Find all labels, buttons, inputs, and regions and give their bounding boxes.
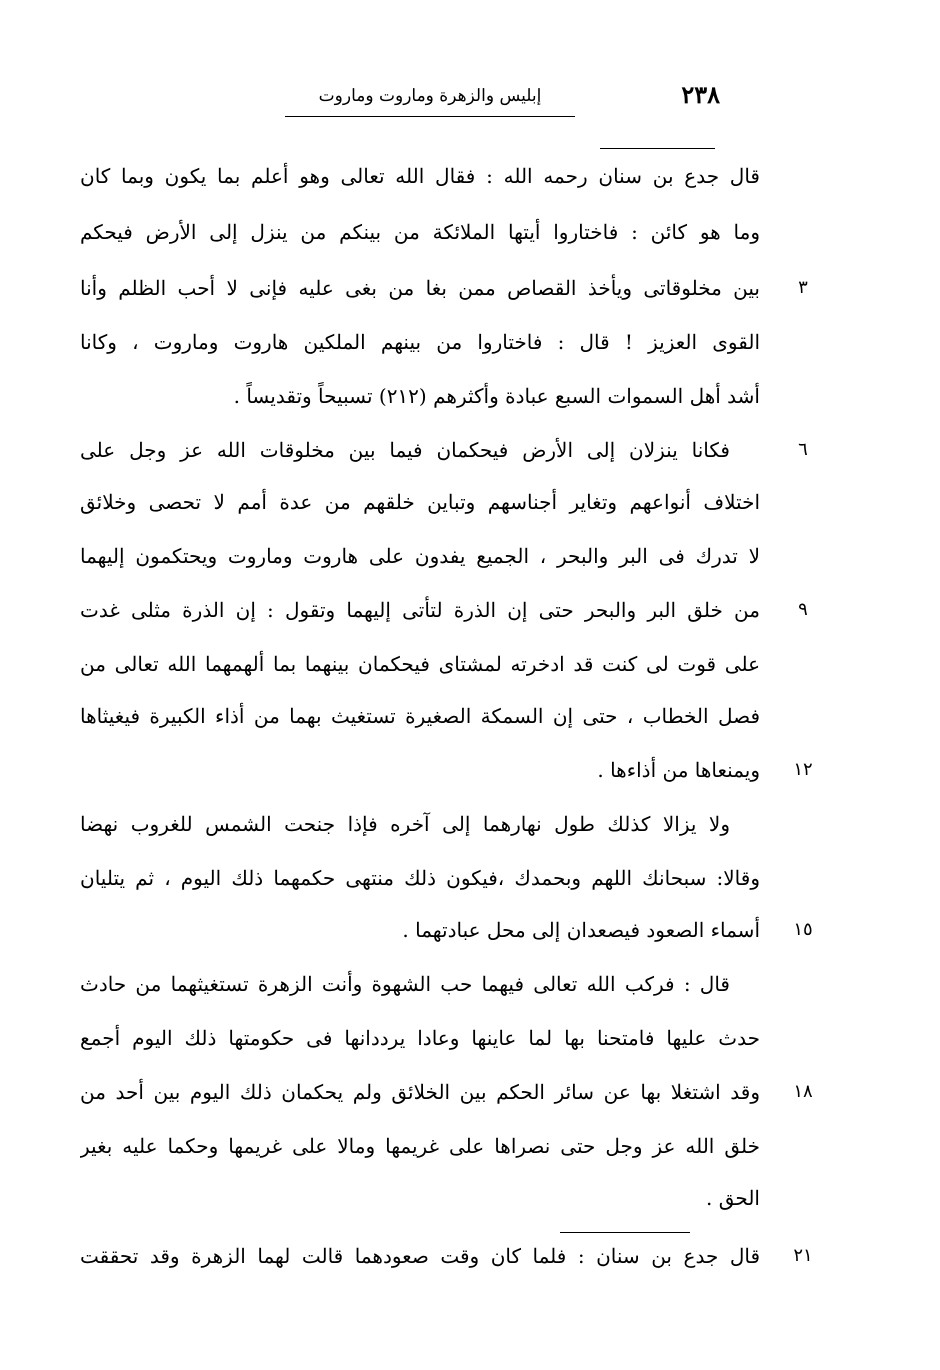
line-number: ١٢ [793,759,813,780]
text-line: فكانا ينزلان إلى الأرض فيحكمان فيما بين مخلوقات الله عز وجل على [80,438,730,462]
page-header [280,80,720,120]
header-rule [285,116,575,117]
text-line: وقد اشتغلا بها عن سائر الحكم بين الخلائق ولم يحكمان ذلك اليوم بين أحد من [80,1080,760,1104]
line-number: ١٨ [793,1081,813,1102]
text-line: قال : فركب الله تعالى فيهما حب الشهوة وأنت الزهرة تستغيثهما من حادث [80,972,730,996]
text-line: وقالا: سبحانك اللهم وبحمدك ،فيكون ذلك منتهى حكمهما ذلك اليوم ، ثم يتليان [80,866,760,890]
text-line: بين مخلوقاتى ويأخذ القصاص ممن بغا من بغى عليه فإنى لا أحب الظلم وأنا [80,276,760,300]
text-line: القوى العزيز ! قال : فاختاروا من بينهم الملكين هاروت وماروت ، وكانا [80,330,760,354]
page-number: ٢٣٨ [681,80,720,109]
text-line: حدث عليها فامتحنا بها لما عاينها وعادا يرددانها فى حكومتها ذلك اليوم أجمع [80,1026,760,1050]
text-line: ولا يزالا كذلك طول نهارهما إلى آخره فإذا جنحت الشمس للغروب نهضا [80,812,730,836]
text-line: قال جدع بن سنان : فلما كان وقت صعودهما قالت لهما الزهرة وقد تحققت [80,1244,760,1268]
source-underline [600,148,715,149]
text-line: وما هو كائن : فاختاروا أيتها الملائكة من بينكم من ينزل إلى الأرض فيحكم [80,220,760,244]
text-line: ويمنعاها من أذاءها . [597,758,760,782]
line-number: ٩ [798,599,808,620]
text-line: فصل الخطاب ، حتى إن السمكة الصغيرة تستغيث بهما من أذاء الكبيرة فيغيثاها [80,704,760,728]
line-number: ١٥ [793,919,813,940]
line-number: ٦ [798,439,808,460]
text-line: أشد أهل السموات السبع عبادة وأكثرهم (٢١٢) تسبيحاً وتقديساً . [233,384,760,408]
source-underline [560,1232,690,1233]
text-line: قال جدع بن سنان رحمه الله : فقال الله تعالى وهو أعلم بما يكون وبما كان [80,164,760,188]
text-line: اختلاف أنواعهم وتغاير أجناسهم وتباين خلقهم من عدة أمم لا تحصى وخلائق [80,490,760,514]
text-line: خلق الله عز وجل حتى نصراها على غريمها ومالا على غريمها وحكما عليه بغير [80,1134,760,1158]
line-number: ٣ [798,277,808,298]
text-line: أسماء الصعود فيصعدان إلى محل عبادتهما . [402,918,760,942]
text-line: الحق . [706,1186,760,1210]
text-line: من خلق البر والبحر حتى إن الذرة لتأتى إليهما وتقول : إن الذرة مثلى غدت [80,598,760,622]
line-number: ٢١ [793,1245,813,1266]
text-line: على قوت لى كنت قد ادخرته لمشتاى فيحكمان بينهما بما ألهمهما الله تعالى من [80,652,760,676]
running-title: إبليس والزهرة وماروت وماروت [318,86,542,106]
text-line: لا تدرك فى البر والبحر ، الجميع يفدون على هاروت وماروت ويحتكمون إليهما [80,544,760,568]
